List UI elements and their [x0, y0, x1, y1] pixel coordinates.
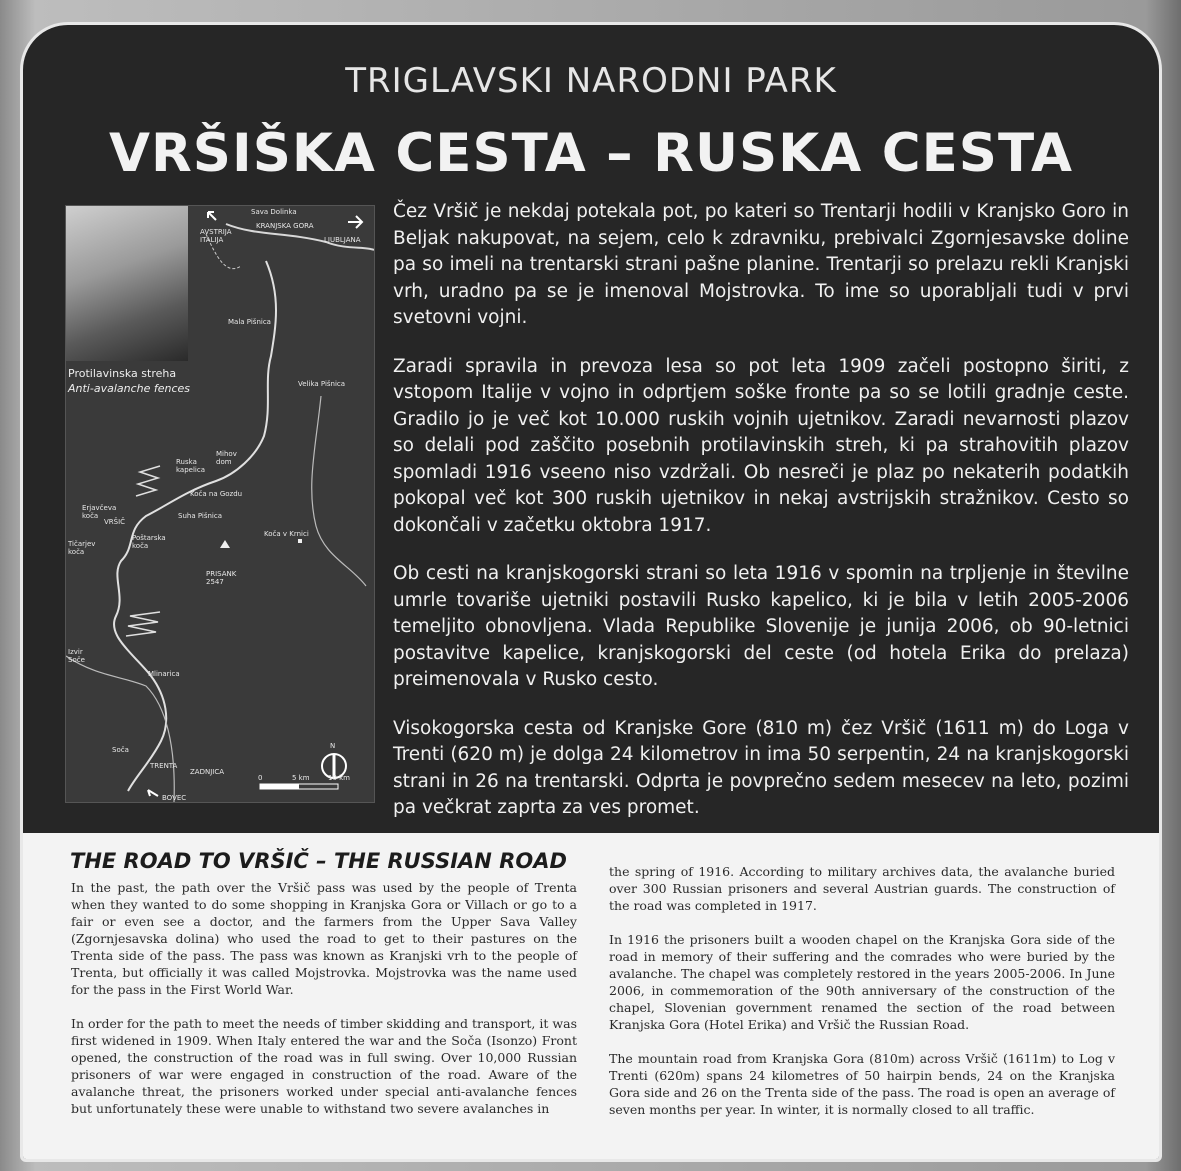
english-column-left [71, 879, 577, 1134]
label-prisank: PRISANK 2547 [206, 570, 237, 586]
en-paragraph: the spring of 1916. According to military archives data, the avalanche buried over 300 Russian prisoners and several Austrian guards. The construction of the road was completed in 1917. [609, 864, 1115, 913]
english-title: THE ROAD TO VRŠIČ – THE RUSSIAN ROAD [70, 849, 567, 873]
sl-paragraph: Čez Vršič je nekdaj potekala pot, po kateri so Trentarji hodili v Kranjsko Goro in Beljak nakupovat, na sejem, celo k zdravniku, prebivalci Zgornjesavske doline pa so imeli na trentarski strani pašne planine. Trentarji so prelazu rekli Kranjski vrh, uradno pa se je imenoval Mojstrovka. To ime so uporabljali tudi v prvi svetovni vojni. [393, 201, 1129, 328]
page-title: VRŠIŠKA CESTA – RUSKA CESTA [108, 123, 1074, 184]
label-border: AVSTRIJA ITALIJA [200, 228, 232, 244]
label-zadnjica: ZADNJICA [190, 768, 225, 776]
en-paragraph: In 1916 the prisoners built a wooden chapel on the Kranjska Gora side of the road in memory of their suffering and the comrades who were buried by the avalanche. The chapel was completely restored in the years 2005-2006. In June 2006, in commemoration of the 90th anniversary of the construction of the chapel, Slovenian government renamed the section of the road between Kranjska Gora (Hotel Erika) and Vršič the Russian Road. [609, 932, 1115, 1032]
en-paragraph: In the past, the path over the Vršič pass was used by the people of Trenta when they wanted to do some shopping in Kranjska Gora or Villach or go to a fair or even see a doctor, and the farmers from the Upper Sava Valley (Zgornjesavska dolina) who used the road to get to their pastures on the Trenta side of the pass. The pass was known as Kranjski vrh to the people of Trenta, but officially it was called Mojstrovka. Mojstrovka was the name used for the pass in the First World War. [71, 880, 577, 997]
label-velika-pisnica: Velika Pišnica [298, 380, 346, 388]
photo-caption-sl: Protilavinska streha [68, 367, 177, 380]
label-ruska-kapelica: Ruska kapelica [176, 458, 205, 474]
label-scale-0: 0 [258, 774, 263, 782]
label-sava-dolinka: Sava Dolinka [251, 208, 297, 216]
sign-board [20, 22, 1162, 1162]
label-kranjska-gora: KRANJSKA GORA [256, 222, 314, 230]
english-panel [23, 833, 1162, 1162]
label-erjavceva-koca: Erjavčeva koča [82, 504, 117, 520]
prisank-peak-icon [220, 540, 230, 548]
english-column-right [609, 863, 1115, 1135]
label-scale-5: 5 km [292, 774, 310, 782]
sl-paragraph: Visokogorska cesta od Kranjske Gore (810 m) čez Vršič (1611 m) do Loga v Trenti (620 m) je dolga 24 kilometrov in ima 50 serpentin, 24 na kranjskogorski strani in 26 na trentarski. Odprta je povprečno sedem mesecev na leto, pozimi pa večkrat zaprta za ves promet. [393, 717, 1129, 818]
en-paragraph: In order for the path to meet the needs of timber skidding and transport, it was first widened in 1909. When Italy entered the war and the Soča (Isonzo) Front opened, the construction of the road was in full swing. Over 10,000 Russian prisoners of war were engaged in construction of the road. Aware of the avalanche threat, the prisoners worked under special anti-avalanche fences but unfortunately these were unable to withstand two severe avalanches in [71, 1016, 577, 1116]
label-mihov-dom: Mihov dom [216, 450, 237, 466]
serpentine-line [126, 466, 160, 636]
arrow-southwest-icon [148, 790, 158, 796]
label-north: N [330, 742, 336, 750]
label-bovec: BOVEC [162, 794, 187, 802]
label-scale-10: 10 km [328, 774, 351, 782]
road-line [114, 261, 276, 791]
sl-paragraph: Ob cesti na kranjskogorski strani so leta 1916 v spomin na trpljenje in številne umrle tovariše ujetniki postavili Rusko kapelico, ki je bila v letih 2005-2006 temeljito obnovljena. Vlada Republike Slovenije je junija 2006, ob 90-letnici postavitve kapelice, kranjskogorski del ceste (od hotela Erika do prelaza) preimenovala v Rusko cesto. [393, 563, 1129, 690]
label-koca-na-gozdu: Koča na Gozdu [190, 490, 243, 498]
koca-v-krnici-icon [298, 539, 302, 543]
label-trenta: TRENTA [150, 762, 178, 770]
sl-paragraph: Zaradi spravila in prevoza lesa so pot leta 1909 začeli postopno širiti, z vstopom Italije v vojno in odprtjem soške fronte pa so se lotili gradnje ceste. Gradilo jo je več kot 10.000 ruskih vojnih ujetnikov. Zaradi nevarnosti plazov so delali pod zaščito posebnih protilavinskih streh, ki pa strahovitih plazov spomladi 1916 vseeno niso vzdržali. Ob nesreči je plaz po nekaterih podatkih pokopal več kot 300 ruskih ujetnikov in nekaj avstrijskih stražnikov. Cesto so dokončali v začetku oktobra 1917. [393, 355, 1129, 536]
arrow-northwest-icon [208, 212, 216, 220]
label-soca: Soča [112, 746, 129, 754]
label-postarska-koca: Poštarska koča [132, 534, 166, 550]
pisnica-river-line [312, 396, 366, 586]
label-ticarjev-dom: Tičarjev koča [68, 540, 96, 556]
slovene-text [393, 199, 1129, 844]
arrow-east-icon [348, 216, 362, 228]
label-suha-pisnica: Suha Pišnica [178, 512, 223, 520]
label-koca-v-krnici: Koča v Krnici [264, 530, 309, 538]
route-map [65, 205, 375, 803]
label-vrsic: VRŠIČ [104, 518, 126, 526]
label-mlinarica: Mlinarica [148, 670, 180, 678]
label-izvir-soce: Izvir Soče [68, 648, 85, 664]
label-ljubljana: LJUBLJANA [324, 236, 361, 244]
park-name: TRIGLAVSKI NARODNI PARK [345, 61, 837, 101]
label-mala-pisnica: Mala Pišnica [228, 318, 271, 326]
photo-caption-en: Anti-avalanche fences [68, 382, 191, 395]
en-paragraph: The mountain road from Kranjska Gora (810m) across Vršič (1611m) to Log v Trenti (620m) spans 24 kilometres of 50 hairpin bends, 24 on the Kranjska Gora side and 26 on the Trenta side of the pass. The road is open an average of seven months per year. In winter, it is normally closed to all traffic. [609, 1051, 1115, 1117]
